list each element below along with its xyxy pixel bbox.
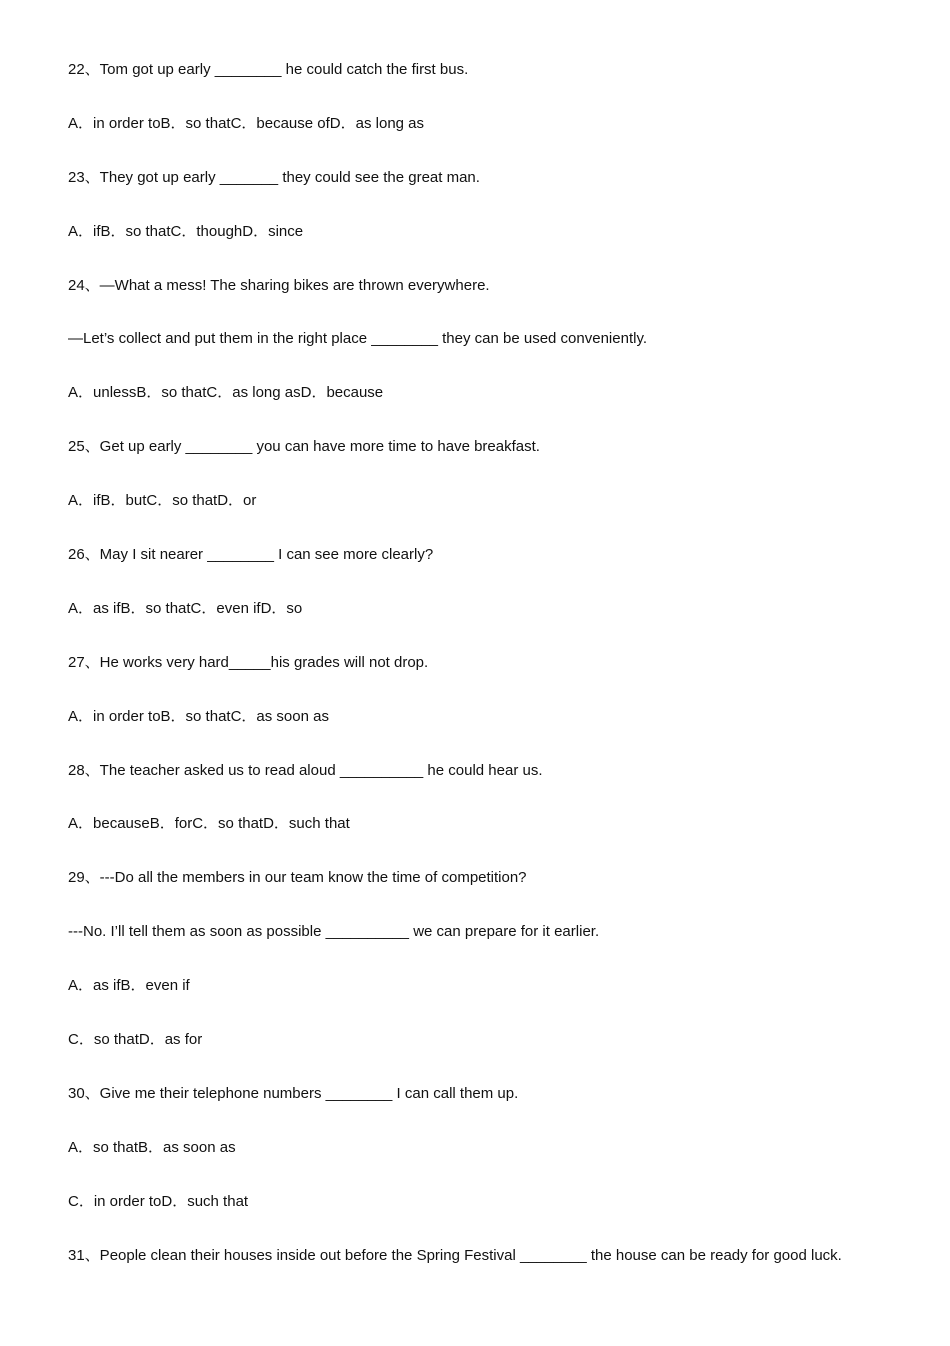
question-28: 28、The teacher asked us to read aloud __________ he could hear us. [68, 761, 543, 779]
options-30-ab: A．so thatB．as soon as [68, 1138, 236, 1156]
options-30-cd: C．in order toD．such that [68, 1192, 249, 1210]
options-26: A．as ifB．so thatC．even ifD．so [68, 599, 303, 617]
question-27: 27、He works very hard_____his grades will not drop. [68, 653, 429, 671]
options-23: A．ifB．so thatC．thoughD．since [68, 222, 304, 240]
question-list [68, 60, 928, 1299]
question-25: 25、Get up early ________ you can have more time to have breakfast. [68, 438, 540, 456]
options-25: A．ifB．butC．so thatD．or [68, 492, 257, 510]
options-24: A．unlessB．so thatC．as long asD．because [68, 384, 384, 402]
options-29-cd: C．so thatD．as for [68, 1031, 203, 1049]
question-24-reply: —Let’s collect and put them in the right place ________ they can be used conveniently. [68, 330, 647, 348]
options-28: A．becauseB．forC．so thatD．such that [68, 815, 350, 833]
question-24: 24、—What a mess! The sharing bikes are thrown everywhere. [68, 276, 490, 294]
question-30: 30、Give me their telephone numbers ________ I can call them up. [68, 1084, 519, 1102]
question-26: 26、May I sit nearer ________ I can see more clearly? [68, 546, 434, 564]
question-31: 31、People clean their houses inside out before the Spring Festival ________ the house can be ready for good luck. [68, 1246, 842, 1264]
question-29-reply: ---No. I’ll tell them as soon as possible __________ we can prepare for it earlier. [68, 923, 600, 941]
options-27: A．in order toB．so thatC．as soon as [68, 707, 329, 725]
options-22: A．in order toB．so thatC．because ofD．as long as [68, 114, 425, 132]
options-29-ab: A．as ifB．even if [68, 977, 190, 995]
question-23: 23、They got up early _______ they could see the great man. [68, 168, 480, 186]
question-22: 22、Tom got up early ________ he could catch the first bus. [68, 61, 469, 78]
question-29: 29、---Do all the members in our team know the time of competition? [68, 869, 527, 887]
